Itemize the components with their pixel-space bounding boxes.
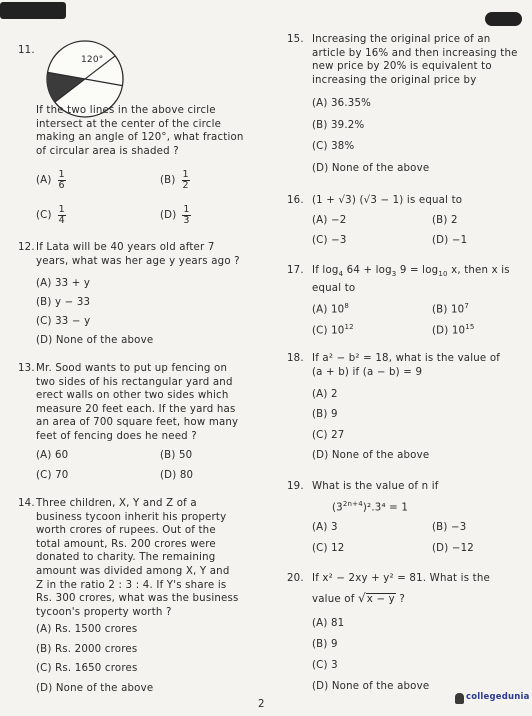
option-a[interactable]: (A) 36.35% <box>312 98 372 109</box>
question-number: 11. <box>18 45 35 56</box>
question-text-line: amount was divided among X, Y and <box>36 565 230 577</box>
option-a[interactable]: (A) Rs. 1500 crores <box>36 624 138 635</box>
corner-mark-left <box>0 2 66 19</box>
question-text-line: If Lata will be 40 years old after 7 <box>36 242 215 253</box>
question-text-line: value of √x − y ? <box>312 590 405 605</box>
option-c[interactable]: (C) 3 <box>312 660 338 671</box>
question-text-line: feet of fencing does he need ? <box>36 430 197 442</box>
question-expression: $(3^{2n+4})^2.3^4 = 1$ <box>332 499 409 513</box>
question-number: 16. <box>287 195 304 206</box>
question-text-line: total amount, Rs. 200 crores were <box>36 538 216 550</box>
fraction: $\frac{1}{3}$ <box>183 204 190 226</box>
fraction: $\frac{1}{2}$ <box>182 169 189 191</box>
question-text-line: If a² − b² = 18, what is the value of <box>312 353 501 364</box>
sqrt-symbol: √ <box>357 590 366 605</box>
option-b[interactable]: (B) 50 <box>160 450 193 461</box>
question-number: 19. <box>287 481 304 492</box>
question-text-line: new price by 20% is equivalent to <box>312 61 492 73</box>
question-text-line: Increasing the original price of an <box>312 34 491 45</box>
fraction: $\frac{1}{6}$ <box>58 169 65 191</box>
option-c[interactable]: (C) Rs. 1650 crores <box>36 663 138 674</box>
page-number: 2 <box>258 699 265 710</box>
question-number: 14. <box>18 498 35 509</box>
option-c[interactable]: (C) 33 − y <box>36 316 91 327</box>
question-text-line: Three children, X, Y and Z of a <box>36 498 197 509</box>
question-number: 18. <box>287 353 304 364</box>
question-text-line: erect walls on other two sides which <box>36 390 229 402</box>
option-d[interactable]: (D) None of the above <box>312 681 430 692</box>
option-d[interactable]: (D) $10^{15}$ <box>432 323 475 337</box>
option-a[interactable]: (A) 3 <box>312 522 338 533</box>
option-b[interactable]: (B) 9 <box>312 639 338 650</box>
question-text-line: of circular area is shaded ? <box>36 145 179 157</box>
option-d[interactable]: (D) −1 <box>432 235 468 246</box>
option-c[interactable]: (C) $\frac{1}{4}$ <box>36 204 65 226</box>
option-c[interactable]: (C) −3 <box>312 235 347 246</box>
fraction: $\frac{1}{4}$ <box>58 204 65 226</box>
question-number: 20. <box>287 573 304 584</box>
option-a[interactable]: (A) 81 <box>312 618 345 629</box>
option-c[interactable]: (C) 27 <box>312 430 345 441</box>
question-text-line: Rs. 300 crores, what was the business <box>36 593 239 605</box>
option-a[interactable]: (A) $\frac{1}{6}$ <box>36 169 65 191</box>
question-text-line: If x² − 2xy + y² = 81. What is the <box>312 573 490 584</box>
question-text-line: intersect at the center of the circle <box>36 118 222 130</box>
corner-mark-right <box>485 12 522 26</box>
question-text-line: If the two lines in the above circle <box>36 105 216 116</box>
option-d[interactable]: (D) $\frac{1}{3}$ <box>160 204 190 226</box>
option-b[interactable]: (B) Rs. 2000 crores <box>36 644 138 655</box>
option-b[interactable]: (B) y − 33 <box>36 297 91 308</box>
option-d[interactable]: (D) None of the above <box>36 335 154 346</box>
question-text-line: If $\log_4 64 + \log_3 9 = \log_{10} x$, then x is <box>312 265 510 279</box>
option-d[interactable]: (D) None of the above <box>312 450 430 461</box>
option-b[interactable]: (B) $10^7$ <box>432 302 469 316</box>
question-text: (1 + √3) (√3 − 1) is equal to <box>312 195 463 206</box>
question-text-line: business tycoon inherit his property <box>36 511 227 523</box>
brand-logo-icon <box>455 693 464 704</box>
option-b[interactable]: (B) 2 <box>432 215 458 226</box>
question-number: 15. <box>287 34 304 45</box>
option-a[interactable]: (A) −2 <box>312 215 347 226</box>
question-text-line: two sides of his rectangular yard and <box>36 376 233 388</box>
angle-label: 120° <box>81 55 104 65</box>
option-b[interactable]: (B) $\frac{1}{2}$ <box>160 169 189 191</box>
option-d[interactable]: (D) −12 <box>432 543 474 554</box>
option-b[interactable]: (B) 9 <box>312 409 338 420</box>
question-number: 13. <box>18 363 35 374</box>
question-number: 17. <box>287 265 304 276</box>
question-text-line: years, what was her age y years ago ? <box>36 255 240 267</box>
option-d[interactable]: (D) None of the above <box>312 163 430 174</box>
option-d[interactable]: (D) 80 <box>160 470 194 481</box>
question-text-line: donated to charity. The remaining <box>36 552 216 564</box>
option-a[interactable]: (A) 60 <box>36 450 69 461</box>
option-c[interactable]: (C) 38% <box>312 141 355 152</box>
option-a[interactable]: (A) 33 + y <box>36 278 91 289</box>
brand-logo-text: collegedunia <box>466 692 530 702</box>
question-text-line: worth crores of rupees. Out of the <box>36 525 216 537</box>
option-b[interactable]: (B) −3 <box>432 522 467 533</box>
option-c[interactable]: (C) 70 <box>36 470 69 481</box>
question-text-line: Z in the ratio 2 : 3 : 4. If Y's share is <box>36 579 227 591</box>
option-a[interactable]: (A) $10^8$ <box>312 302 349 316</box>
question-text-line: article by 16% and then increasing the <box>312 47 518 59</box>
question-text-line: making an angle of 120°, what fraction <box>36 132 244 144</box>
question-text-line: (a + b) if (a − b) = 9 <box>312 366 423 378</box>
option-d[interactable]: (D) None of the above <box>36 683 154 694</box>
question-text-line: Mr. Sood wants to put up fencing on <box>36 363 228 374</box>
question-number: 12. <box>18 242 35 253</box>
question-text-line: an area of 700 square feet, how many <box>36 417 239 429</box>
option-c[interactable]: (C) $10^{12}$ <box>312 323 354 337</box>
option-a[interactable]: (A) 2 <box>312 389 338 400</box>
question-text-line: measure 20 feet each. If the yard has <box>36 403 236 415</box>
option-c[interactable]: (C) 12 <box>312 543 345 554</box>
question-text-line: tycoon's property worth ? <box>36 606 172 618</box>
question-text-line: increasing the original price by <box>312 74 477 86</box>
option-b[interactable]: (B) 39.2% <box>312 120 365 131</box>
radicand: x − y <box>366 593 395 605</box>
question-text-line: What is the value of n if <box>312 481 439 492</box>
question-text-line: equal to <box>312 282 356 294</box>
